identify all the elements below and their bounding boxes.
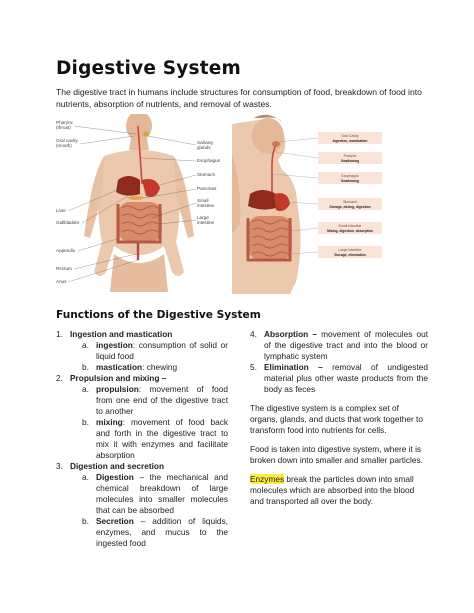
list-marker: a. [82,472,89,482]
list-subitem [56,362,228,373]
definition: removal of undigested material plus other waste products from the body as feces [264,362,428,394]
intro-paragraph: The digestive tract in humans include structures for consumption of food, breakdown of food into nutrients, absorption of nutrients, and removal of wastes. [56,87,422,109]
label-oral-cavity: Oral cavity [56,138,78,143]
term: Digestion [96,472,134,482]
label-small-intestine-name: Small Intestine [338,224,362,228]
paragraph-text: break the particles down into small molecules which are absorbed into the blood and transported all over the body. [250,474,415,506]
label-large-intestine-desc: Storage, elimination [334,253,366,257]
label-oral-cavity-sub: (mouth) [56,143,72,148]
label-salivary: Salivary [197,140,214,145]
list-item-title: Digestion and secretion [70,461,165,471]
definition: : movement of food from one end of the digestive tract to another [96,384,228,416]
list-subitem [56,472,228,516]
label-large-intestine-sub: intestine [197,220,215,225]
label-pharynx-name: Pharynx [343,154,357,158]
list-item [250,329,428,362]
paragraph-complex-set: The digestive system is a complex set of organs, glands, and ducts that work together to transform food into nutrients for cells. [250,403,423,435]
label-liver: Liver [56,208,66,213]
list-item [56,329,228,340]
label-salivary-sub: glands [197,145,211,150]
label-pancreas: Pancreas [197,186,217,191]
definition: movement of molecules out of the digestive tract and into the blood or lymphatic system [264,329,428,361]
definition: : movement of food back and forth in the digestive tract to mix it with enzymes and facilitate absorption [96,417,228,460]
label-oral-cavity-desc: Ingestion, mastication [332,139,368,143]
digestive-figure-functions [232,114,414,294]
label-stomach: Stomach [197,172,216,177]
list-marker: b. [82,417,89,427]
label-large-intestine-name: Large Intestine [338,248,362,252]
list-subitem [56,417,228,461]
term: ingestion [96,340,133,350]
list-marker: a. [82,384,89,394]
label-esophagus-name: Esophagus [341,174,359,178]
label-pharynx: Pharynx [56,120,73,125]
label-large-intestine: Large [197,215,209,220]
list-marker: b. [82,362,89,372]
definition: : chewing [142,362,178,372]
term: mixing [96,417,123,427]
list-subitem [56,384,228,417]
list-marker: b. [82,516,89,526]
paragraph-food-intake: Food is taken into digestive system, where it is broken down into smaller and smaller particles. [250,444,423,465]
label-pharynx-sub: (throat) [56,125,71,130]
term: propulsion [96,384,139,394]
list-subitem [56,340,228,362]
label-oral-cavity-name: Oral Cavity [341,134,359,138]
paragraph-enzymes [250,474,428,507]
list-marker: 1. [56,329,63,339]
list-item [56,461,228,472]
highlighted-term: Enzymes [250,474,285,484]
term: Absorption – [264,329,317,339]
page-title: Digestive System [56,58,241,79]
list-item-title: Ingestion and mastication [70,329,173,339]
label-small-intestine-sub: intestine [197,203,215,208]
definition: : consumption of solid or liquid food [96,340,228,361]
functions-list-right [250,329,428,507]
label-anus: Anus [56,279,67,284]
digestive-figure-labeled [56,114,222,292]
list-item-title: Propulsion and mixing – [70,373,167,383]
label-small-intestine: Small [197,198,209,203]
label-rectum: Rectum [56,266,72,271]
term: Elimination – [264,362,323,372]
list-marker: 5. [250,362,257,372]
functions-heading: Functions of the Digestive System [56,309,261,321]
list-item [56,373,228,384]
list-marker: 4. [250,329,257,339]
label-pharynx-desc: Swallowing [341,159,359,163]
functions-list-left [56,329,228,549]
list-marker: 2. [56,373,63,383]
definition: – addition of liquids, enzymes, and mucus to the ingested food [96,516,228,548]
term: mastication [96,362,143,372]
label-stomach-desc: Storage, mixing, digestion [329,205,371,209]
definition: – the mechanical and chemical breakdown of large molecules into smaller molecules that can be absorbed [96,472,228,515]
label-esophagus: Esophagus [197,158,220,163]
label-gallbladder: Gallbladder [56,220,80,225]
list-marker: a. [82,340,89,350]
list-subitem [56,516,228,549]
label-appendix: Appendix [56,248,76,253]
list-marker: 3. [56,461,63,471]
term: Secretion [96,516,134,526]
label-small-intestine-desc: Mixing, digestion, absorption [327,229,373,233]
list-item [250,362,428,395]
label-stomach-name: Stomach [343,200,357,204]
label-esophagus-desc: Swallowing [341,179,359,183]
